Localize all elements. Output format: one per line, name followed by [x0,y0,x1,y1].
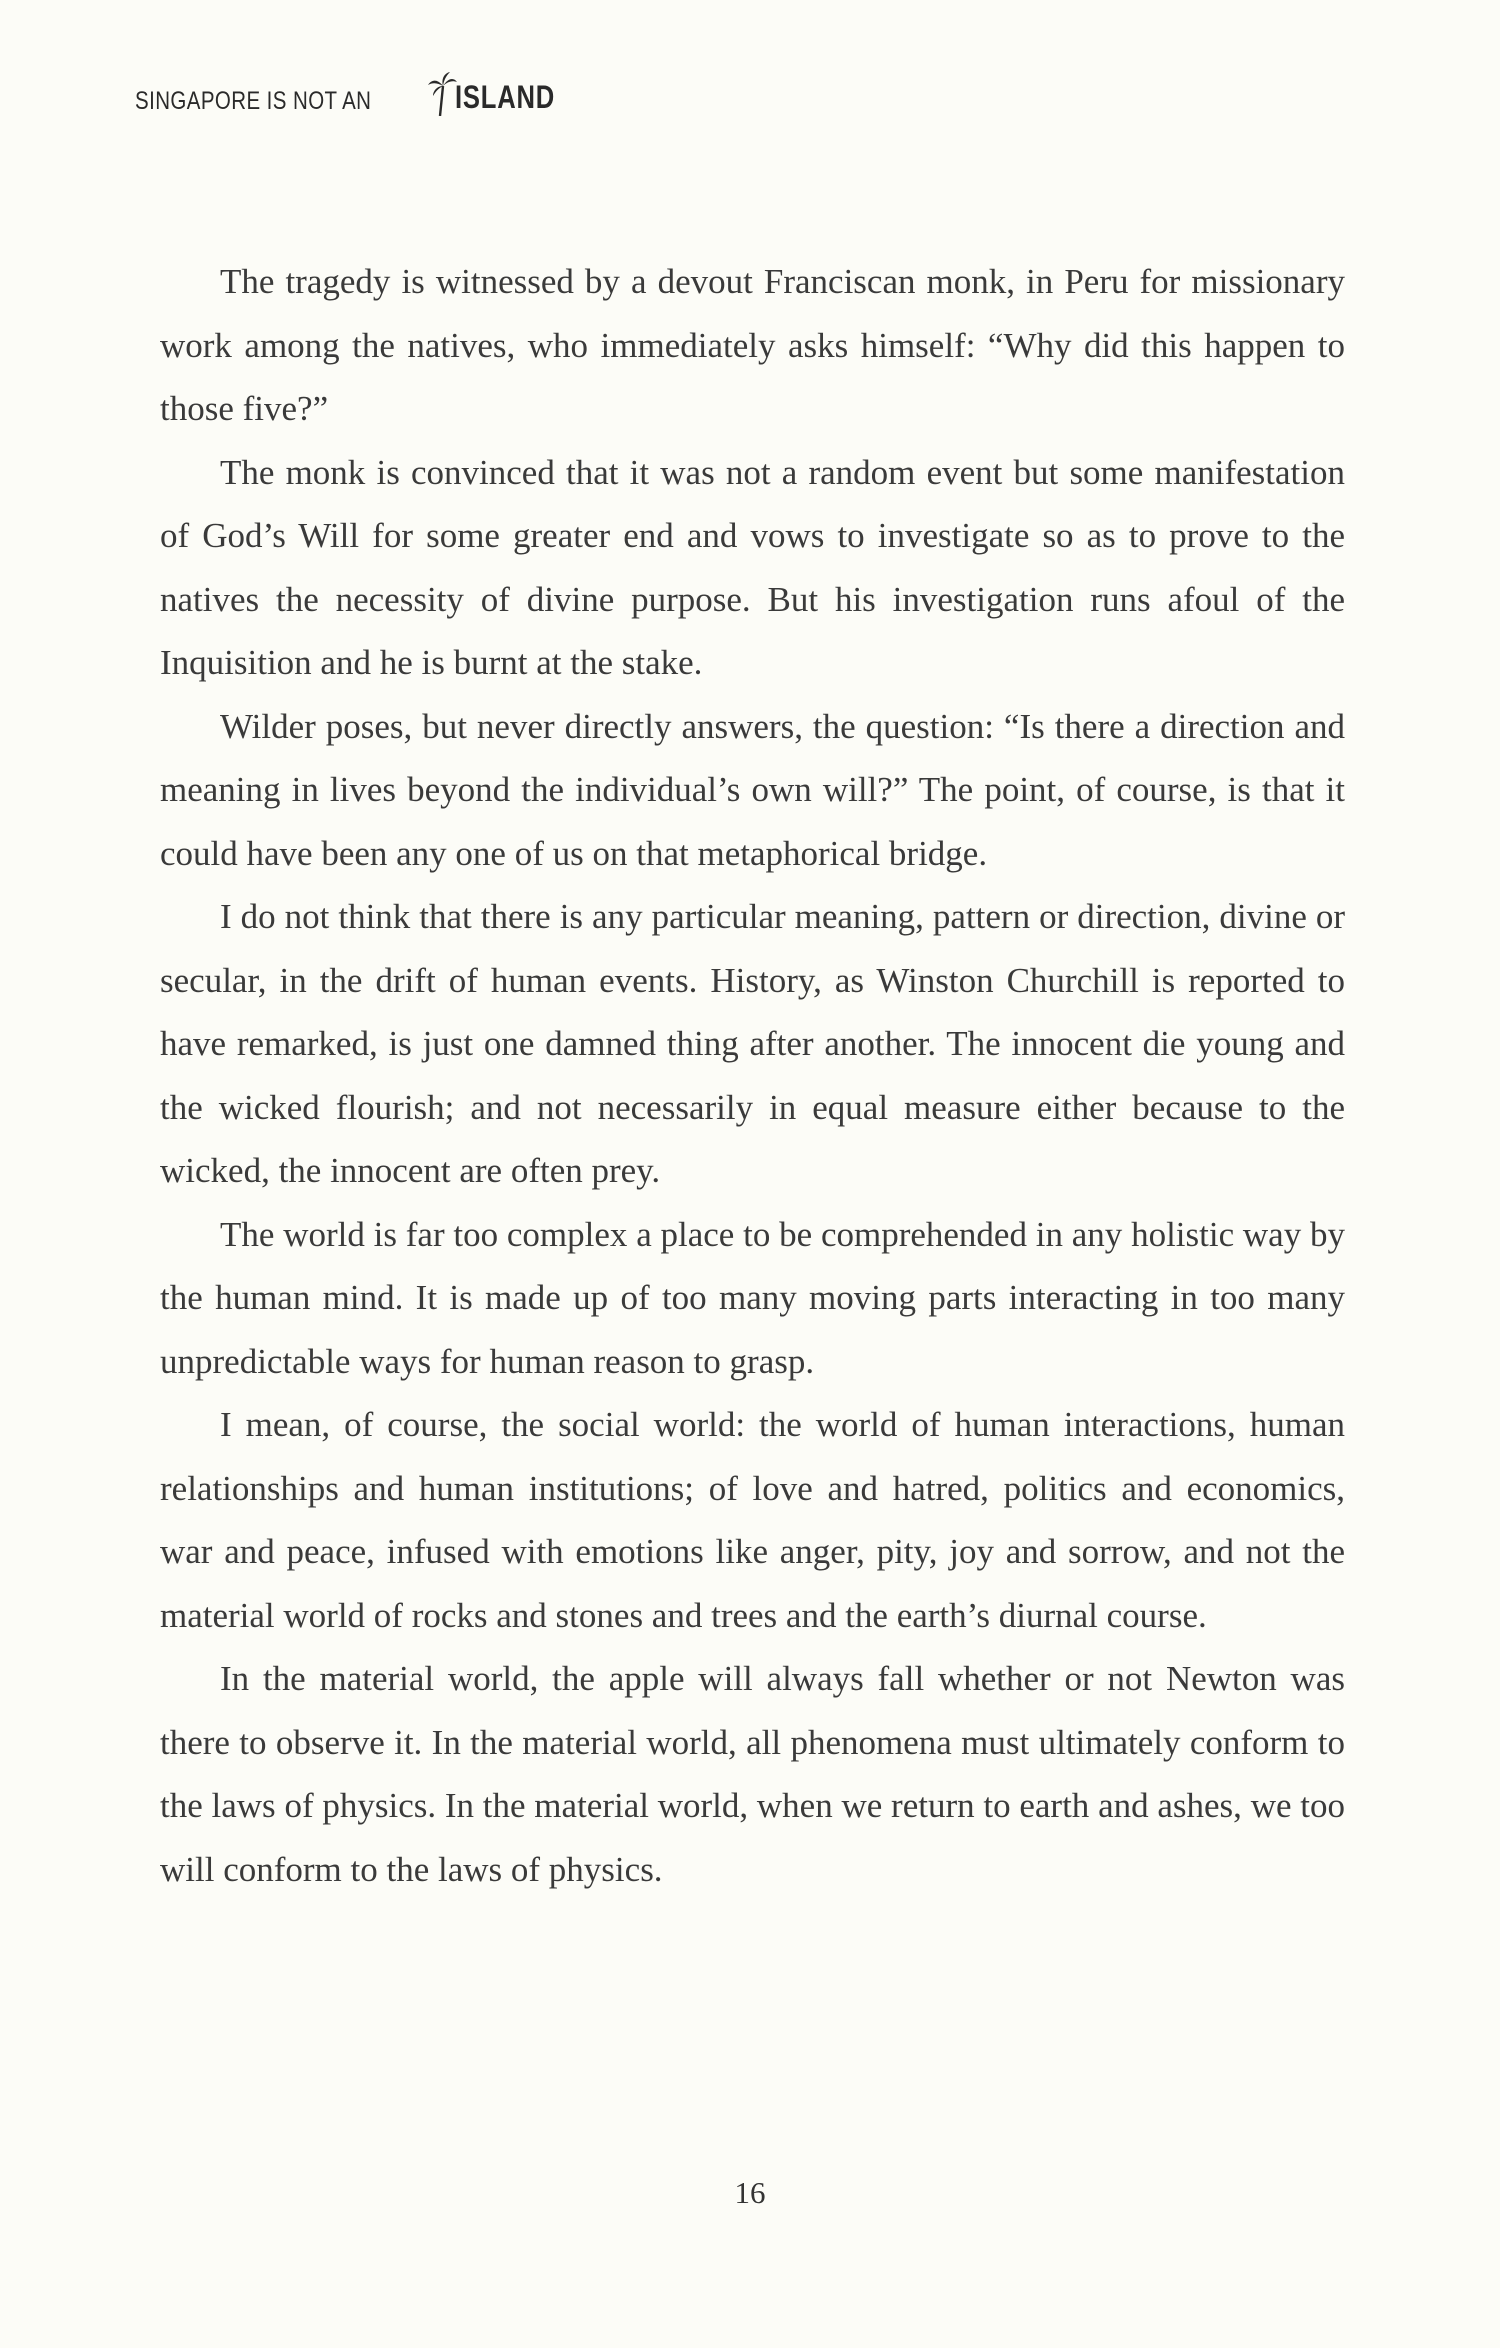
paragraph: I do not think that there is any particular meaning, pattern or direction, divine or secular, in the drift of human events. History, as Winston Churchill is reported to have remarked, is just one damned thing after another. The innocent die young and the wicked flourish; and not necessarily in equal measure either because to the wicked, the innocent are often prey. [160,897,1345,1190]
paragraph: Wilder poses, but never directly answers, the question: “Is there a direction and meaning in lives beyond the individual’s own will?” The point, of course, is that it could have been any one of us on that metaphorical bridge. [160,706,1345,873]
paragraph: The monk is convinced that it was not a random event but some manifestation of God’s Will for some greater end and vows to investigate so as to prove to the natives the necessity of divine purpose. But his investigation runs afoul of the Inquisition and he is burnt at the stake. [160,452,1345,682]
running-head [135,72,580,116]
palm-tree-icon [427,72,457,116]
body-text [160,250,1345,1901]
paragraph: In the material world, the apple will always fall whether or not Newton was there to observe it. In the material world, all phenomena must ultimately conform to the laws of physics. In the material world, when we return to earth and ashes, we too will conform to the laws of physics. [160,1659,1345,1889]
series-title-prefix: SINGAPORE IS NOT AN [135,87,372,115]
paragraph: The world is far too complex a place to be comprehended in any holistic way by the human mind. It is made up of too many moving parts interacting in too many unpredictable ways for human reason to grasp. [160,1214,1345,1381]
paragraph: The tragedy is witnessed by a devout Franciscan monk, in Peru for missionary work among the natives, who immediately asks himself: “Why did this happen to those five?” [160,262,1345,428]
series-title-emphasis: ISLAND [455,79,556,115]
page-number: 16 [734,2175,766,2210]
paragraph: I mean, of course, the social world: the world of human interactions, human relationships and human institutions; of love and hatred, politics and economics, war and peace, infused with emotions like anger, pity, joy and sorrow, and not the material world of rocks and stones and trees and the earth’s diurnal course. [160,1405,1345,1635]
